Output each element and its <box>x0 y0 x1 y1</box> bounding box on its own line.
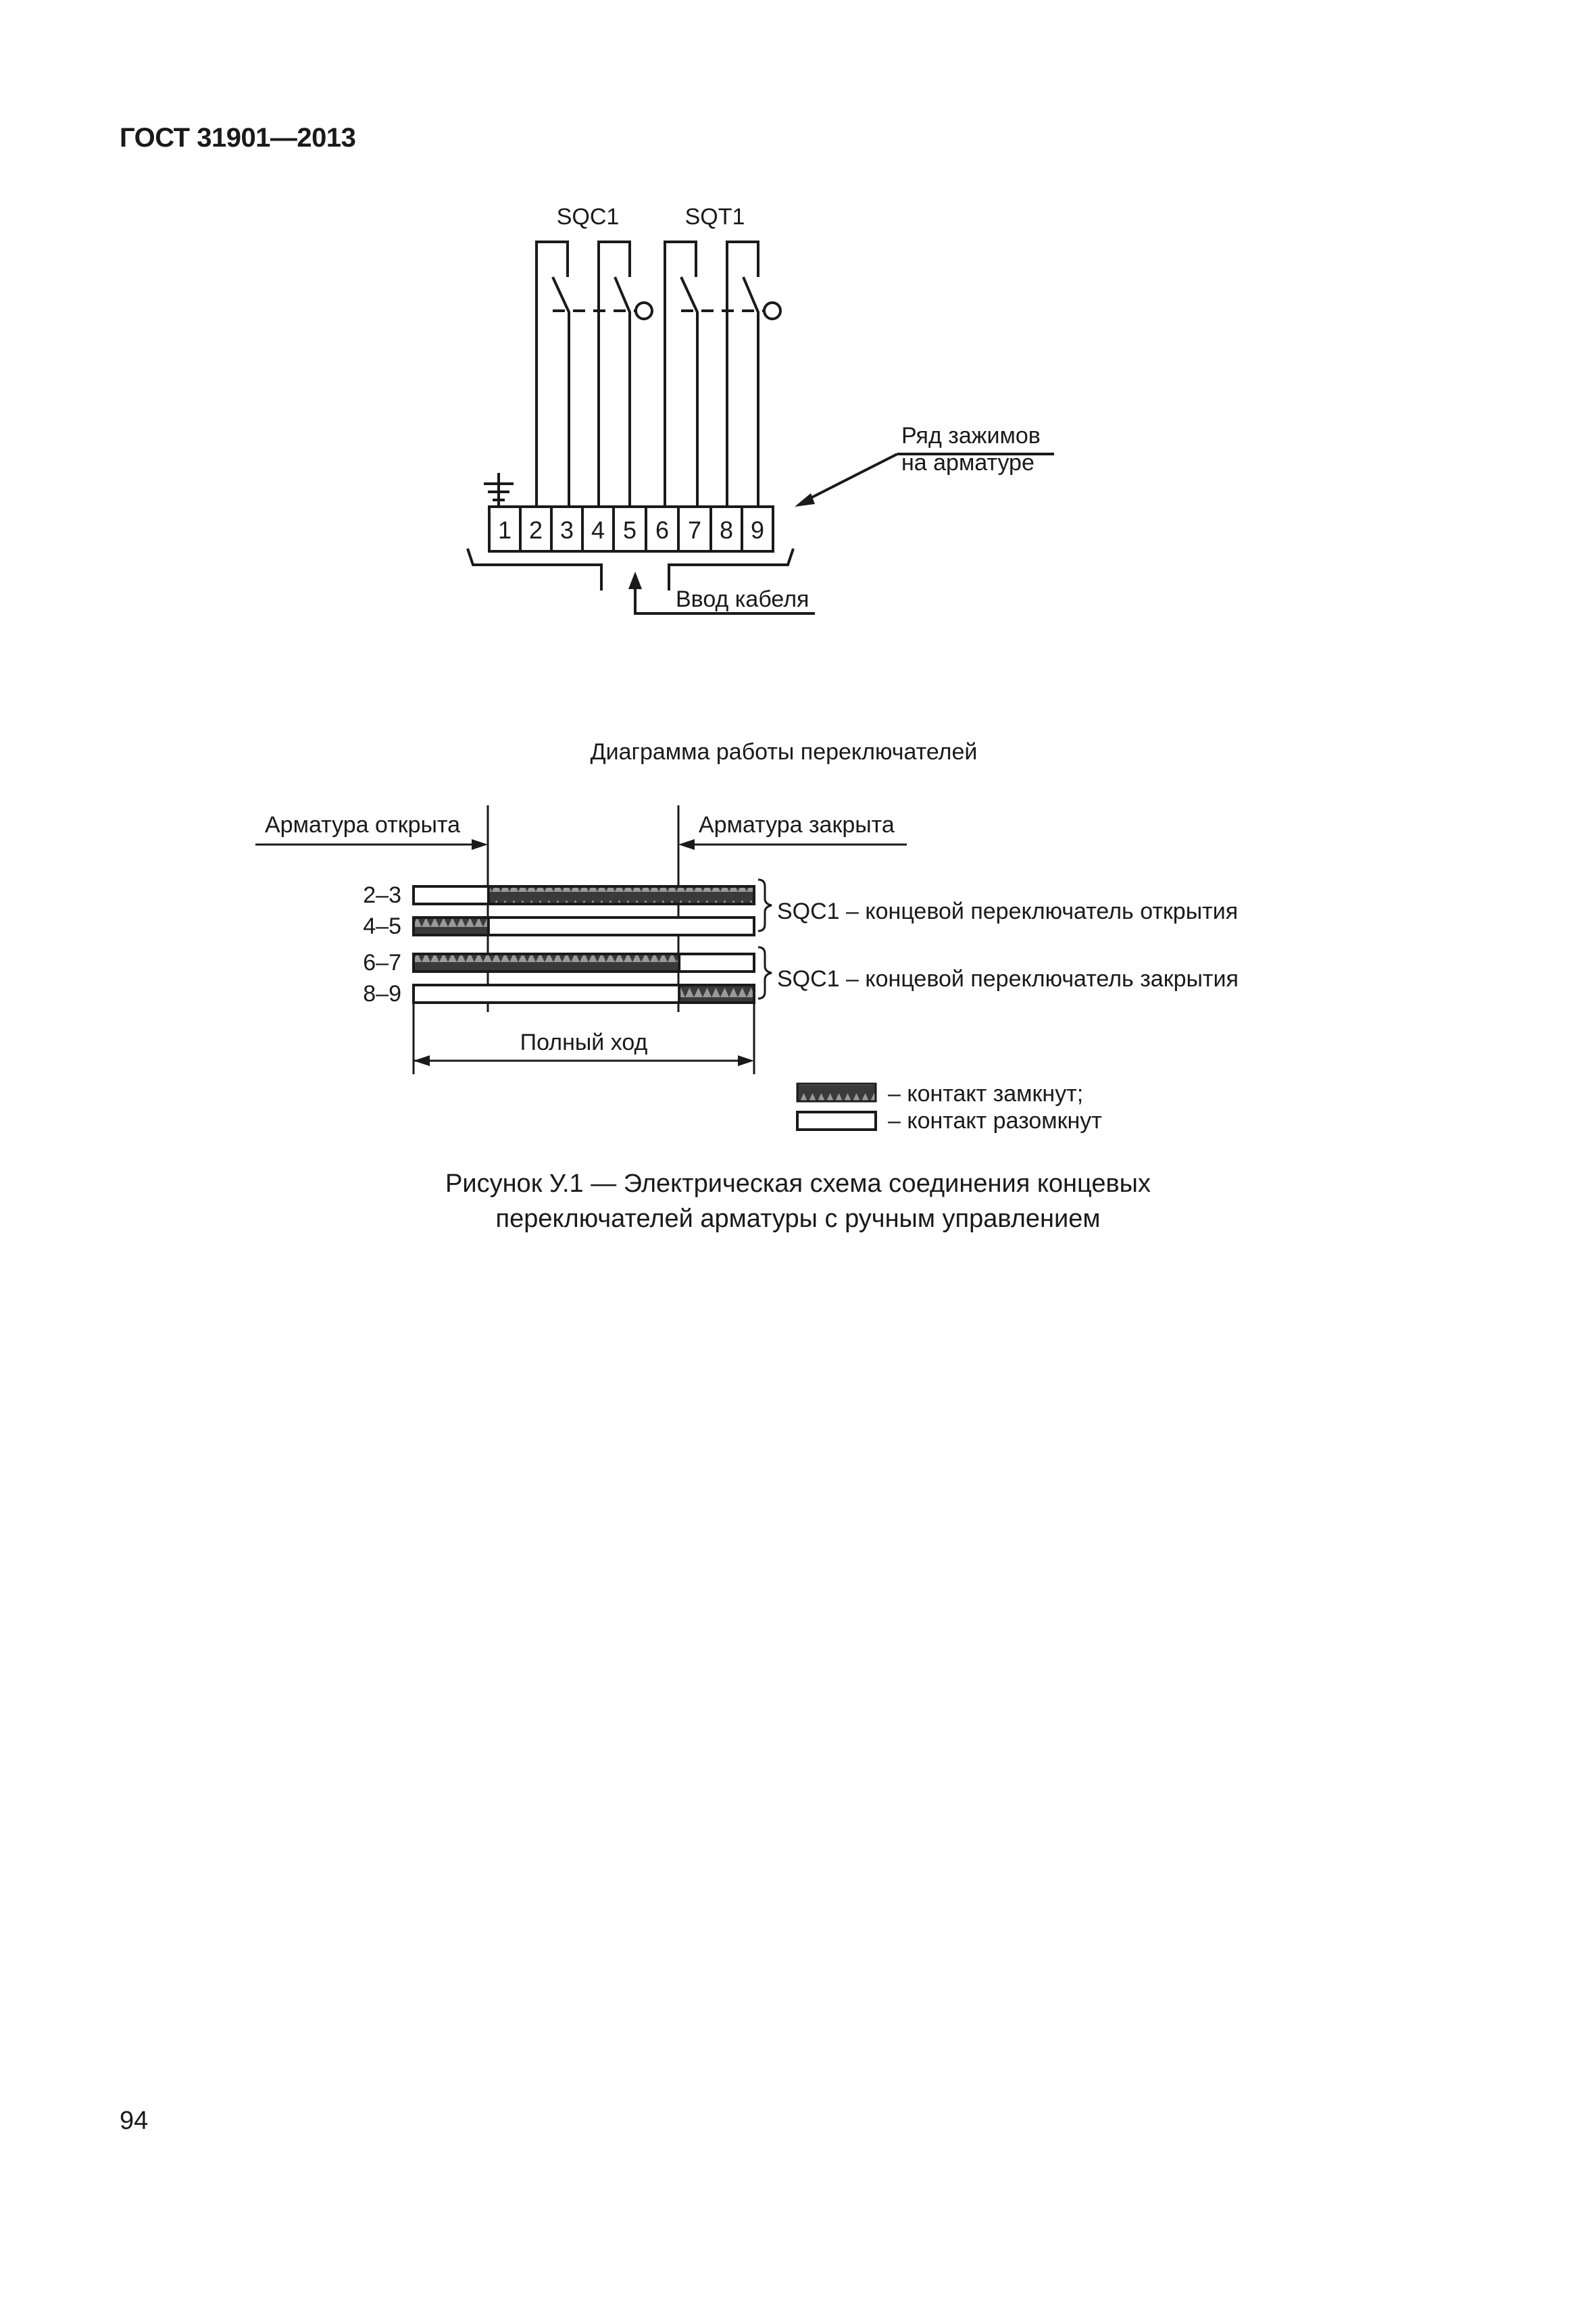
sqc1-left-wire <box>537 242 568 507</box>
caption-line-2: переключателей арматуры с ручным управлением <box>495 1205 1101 1233</box>
terminal-number: 3 <box>559 516 574 544</box>
closed-state-arrowhead <box>678 839 695 850</box>
terminal-row-label-2: на арматуре <box>901 450 1034 476</box>
row-label: 2–3 <box>363 882 401 908</box>
terminal-number: 7 <box>687 516 702 544</box>
group-brace-open <box>758 880 772 931</box>
figure-caption <box>0 1166 1596 1236</box>
cable-entry-arrowhead <box>628 572 642 589</box>
sqt1-actuator-icon <box>764 303 780 319</box>
group-brace-close <box>758 947 772 999</box>
sqt1-left-wire <box>665 242 696 507</box>
terminal-number: 9 <box>750 516 765 544</box>
full-travel-arrow-right <box>738 1055 754 1066</box>
terminal-number: 4 <box>591 516 605 544</box>
open-state-label: Арматура открыта <box>265 812 461 838</box>
group-label-open: SQC1 – концевой переключатель открытия <box>777 899 1239 924</box>
terminal-bracket-left <box>468 549 601 590</box>
legend-closed-swatch <box>797 1084 876 1101</box>
page-number: 94 <box>120 2107 149 2135</box>
ground-icon <box>484 473 514 507</box>
sqt1-label: SQT1 <box>684 204 745 230</box>
open-state-arrowhead <box>472 839 488 850</box>
full-travel-arrow-left <box>414 1055 430 1066</box>
group-label-close: SQC1 – концевой переключатель закрытия <box>777 966 1239 992</box>
legend-open-swatch <box>797 1112 876 1130</box>
sqt1-right-wire <box>727 242 758 507</box>
row-label: 6–7 <box>363 950 401 976</box>
contact-bar-closed <box>679 985 754 1003</box>
sqc1-actuator-icon <box>636 303 652 319</box>
row-label: 4–5 <box>363 913 401 939</box>
legend-open-label: – контакт разомкнут <box>888 1108 1102 1134</box>
contact-rows <box>363 882 754 1007</box>
closed-state-label: Арматура закрыта <box>699 812 895 838</box>
cable-entry-label: Ввод кабеля <box>676 586 809 612</box>
legend-closed-label: – контакт замкнут; <box>888 1081 1084 1107</box>
terminal-number: 5 <box>622 516 637 544</box>
terminal-row-label-1: Ряд зажимов <box>901 423 1041 449</box>
terminal-row-leader <box>804 454 897 501</box>
terminal-numbers <box>498 516 764 544</box>
caption-line-1: Рисунок У.1 — Электрическая схема соединения концевых <box>445 1169 1151 1198</box>
diagram-title: Диаграмма работы переключателей <box>590 739 978 765</box>
contact-bar-closed <box>489 886 754 904</box>
contact-bar-closed <box>414 954 679 972</box>
terminal-number: 1 <box>497 516 512 544</box>
terminal-number: 8 <box>719 516 734 544</box>
terminal-bracket-right <box>669 549 793 590</box>
document-header: ГОСТ 31901—2013 <box>120 123 356 153</box>
terminal-number: 6 <box>655 516 670 544</box>
terminal-number: 2 <box>528 516 543 544</box>
terminal-row-arrowhead <box>795 493 815 507</box>
sqc1-right-wire <box>599 242 630 507</box>
legend <box>797 1081 1102 1134</box>
row-label: 8–9 <box>363 981 401 1007</box>
contact-bar-closed <box>414 917 489 935</box>
sqc1-label: SQC1 <box>556 204 620 230</box>
full-travel-label: Полный ход <box>520 1030 648 1055</box>
